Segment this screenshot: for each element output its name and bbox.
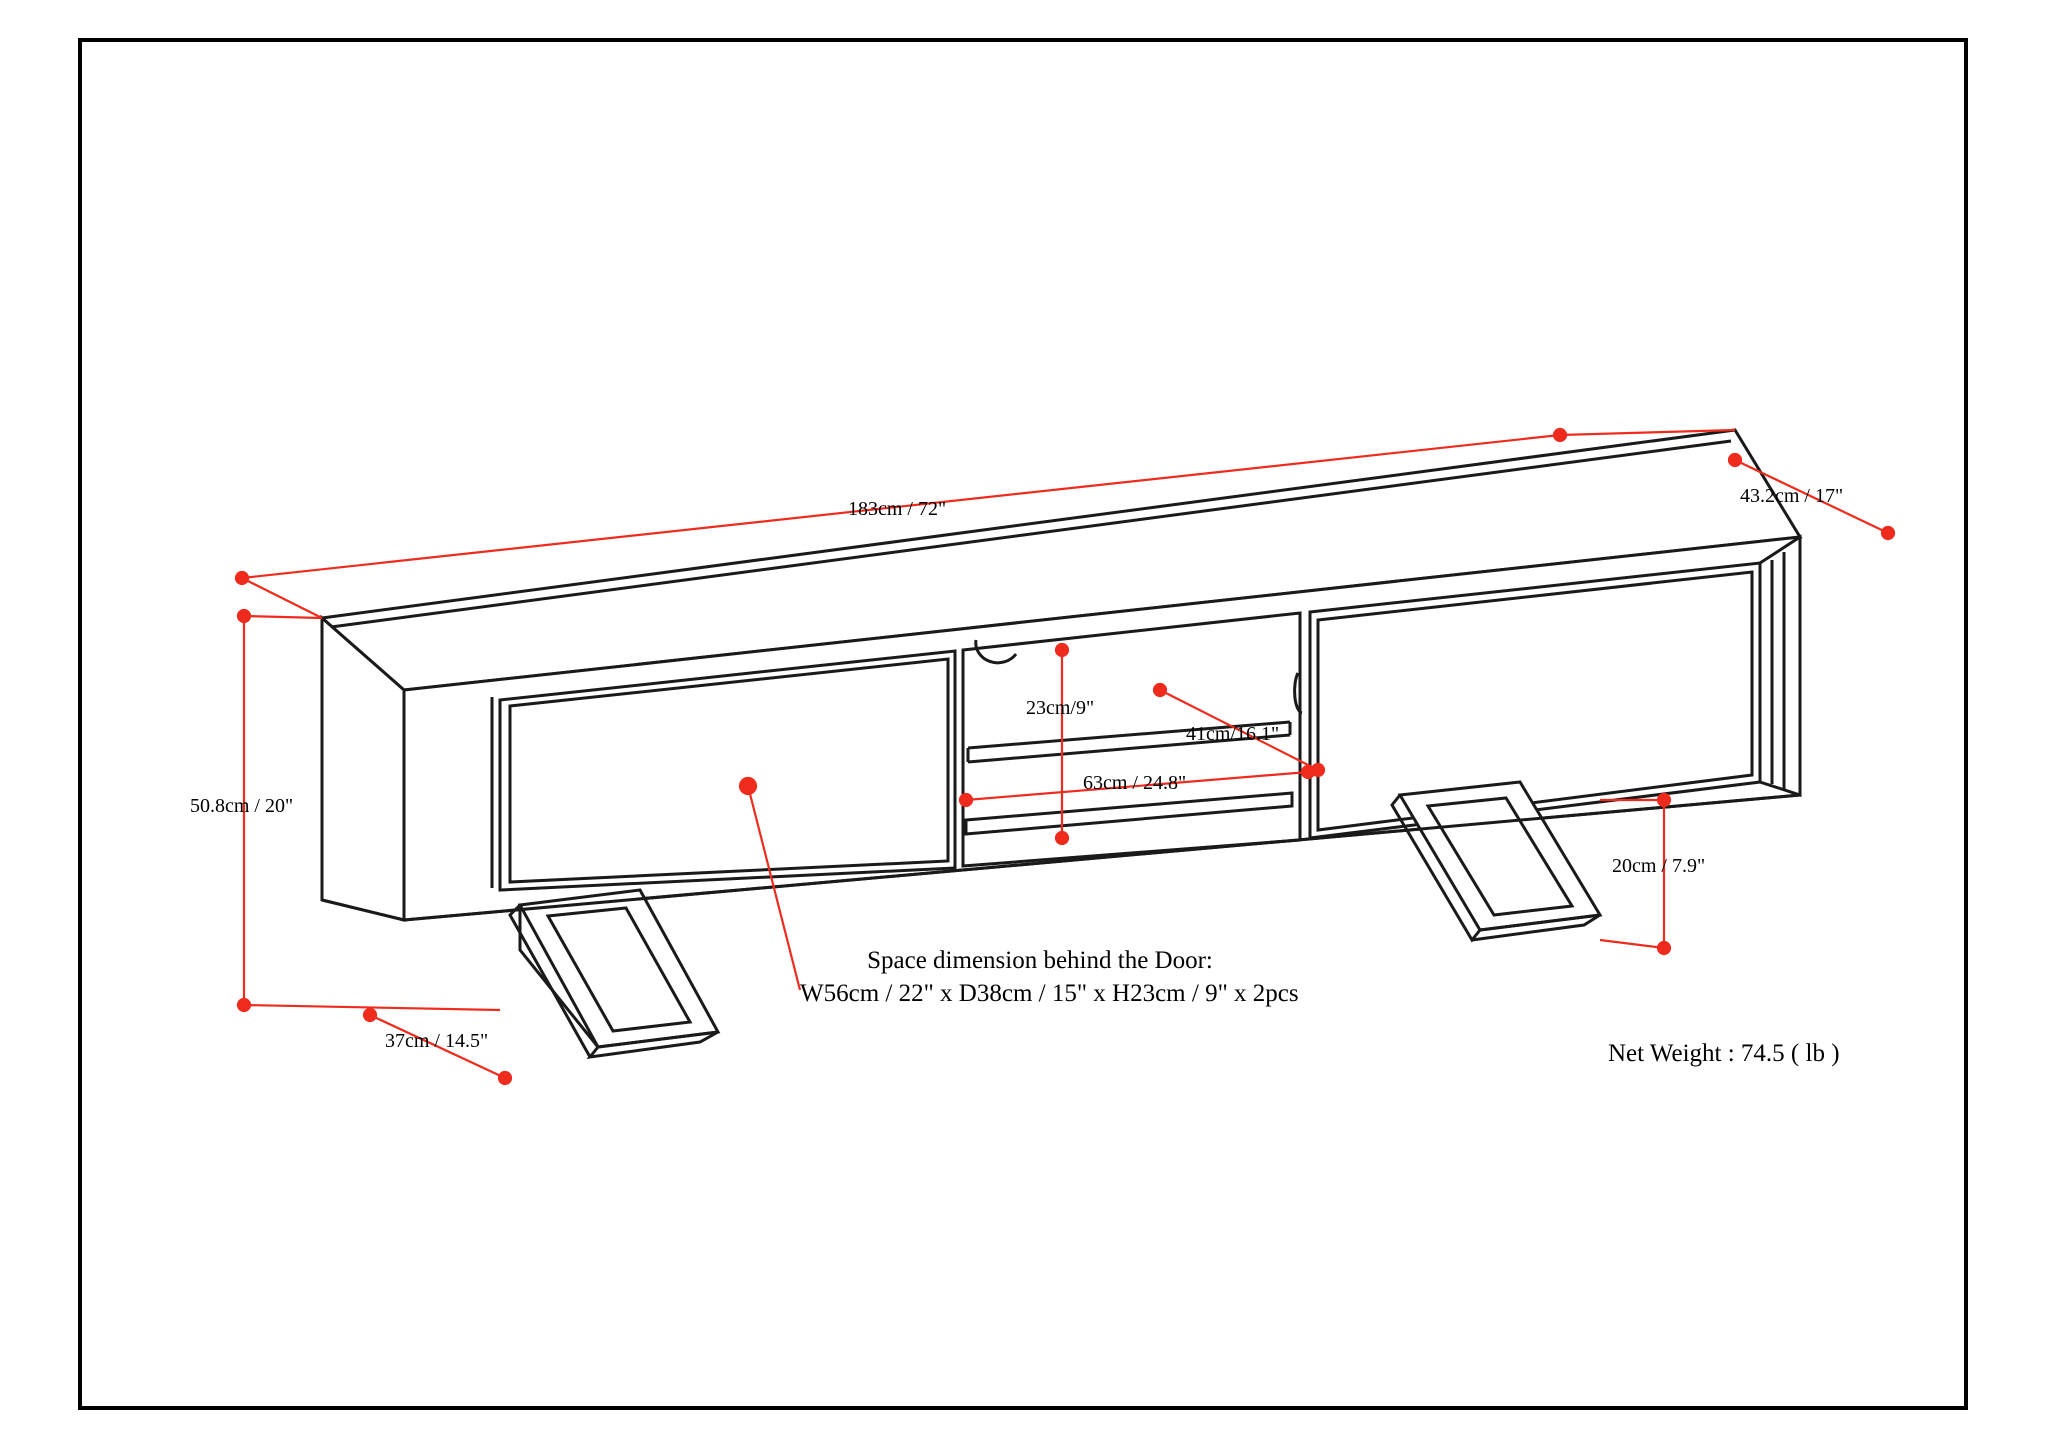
- dimension-label-height: 50.8cm / 20": [190, 795, 294, 817]
- dimension-label-leg-span: 37cm / 14.5": [385, 1030, 489, 1052]
- dimension-label-open-width: 63cm / 24.8": [1083, 772, 1187, 794]
- dimension-label-depth: 43.2cm / 17": [1740, 485, 1844, 507]
- dimension-label-open-height: 23cm/9": [1026, 697, 1095, 719]
- dimension-label-leg-height: 20cm / 7.9": [1612, 855, 1706, 877]
- door-space-note-line2: W56cm / 22" x D38cm / 15" x H23cm / 9" x 2pcs: [800, 979, 1299, 1007]
- dimension-label-width: 183cm / 72": [848, 498, 947, 520]
- net-weight-label: Net Weight : 74.5 ( lb ): [1608, 1040, 1840, 1067]
- dimension-label-shelf-depth: 41cm/16.1": [1186, 723, 1280, 745]
- door-space-note-line1: Space dimension behind the Door:: [867, 947, 1213, 974]
- door-space-note: [800, 945, 1299, 1010]
